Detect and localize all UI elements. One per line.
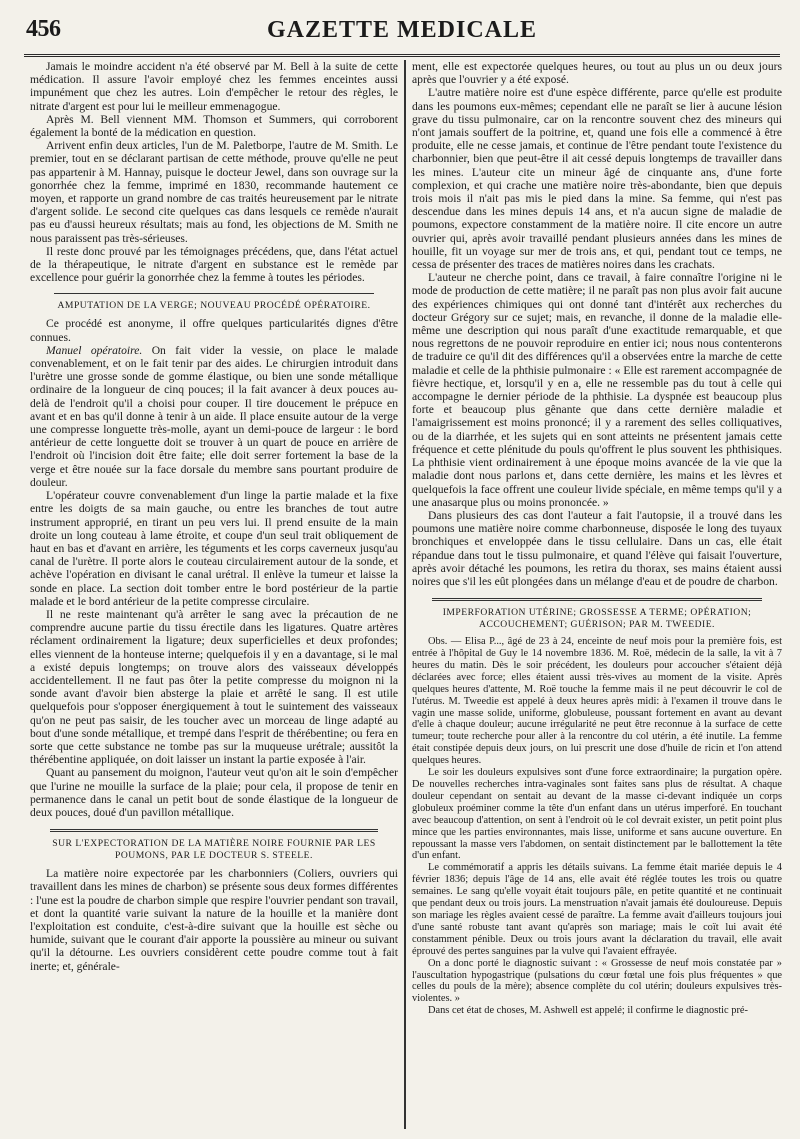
paragraph: On a donc porté le diagnostic suivant : « Grossesse de neuf mois constatée par » l'auscultation hypogastrique (pulsations du cœur fœtal une fois plus fréquentes » que celles du pouls de la mère); absence complète du col utérin; douleurs expulsives très-violentes. » [412, 957, 782, 1005]
observation-block [412, 636, 782, 1017]
section-heading-amputation: AMPUTATION DE LA VERGE; NOUVEAU PROCÉDÉ OPÉRATOIRE. [57, 300, 371, 312]
section-heading-expectoration: SUR L'EXPECTORATION DE LA MATIÈRE NOIRE FOURNIE PAR LES POUMONS, PAR LE DOCTEUR S. STEELE. [52, 838, 376, 862]
section-rule [432, 598, 762, 601]
left-column [30, 60, 398, 1132]
paragraph: ment, elle est expectorée quelques heures, ou tout au plus un ou deux jours après que l'ouvrier y a été exposé. [412, 60, 782, 87]
subheading-manuel-operatoire: Manuel opératoire. [46, 343, 143, 357]
paragraph: Obs. — Elisa P..., âgé de 23 à 24, enceinte de neuf mois pour la première fois, est entrée à l'hôpital de Guy le 14 novembre 1836. M. Roë, médecin de la salle, la vit à 7 heures du matin. Dès le soir précédent, les douleurs pour accoucher s'étaient déjà déclarées avec force; elles étaient aussi très-vives au moment de la visite. Après quelques heures d'attente, M. Roë touche la femme mais il ne peut découvrir le col de l'utérus. M. Tweedie est appelé à deux heures après midi: à l'examen il trouve dans le vagin une masse solide, uniforme, globuleuse, poussant fortement en avant au devant d'elle à chaque douleur; aucune irrégularité ne peut être reconnue à la surface de cette tumeur; toute recherche pour aller à la rencontre du col utérin, a été inutile. La femme était constipée depuis deux jours, on lui prescrit une dose d'huile de ricin et l'on attend quelques heures. [412, 636, 782, 767]
paragraph: Jamais le moindre accident n'a été observé par M. Bell à la suite de cette médication. Il assure l'avoir employé chez les femmes enceintes aussi impunément que chez les autres. Loin d'empêcher le retour des règles, le nitrate d'argent est pour lui le meilleur emmenagogue. [30, 60, 398, 113]
column-divider [404, 60, 406, 1129]
observation-label: Obs. — [428, 636, 462, 648]
paragraph: Le commémoratif a appris les détails suivans. La femme était mariée depuis le 4 février 1836; depuis l'âge de 14 ans, elle avait été réglée toutes les trois ou quatre semaines. Le sang qu'elle voyait était toujours pâle, en petite quantité et ne continuait que pendant deux ou trois jours. La menstruation n'avait jamais été douloureuse. Depuis son mariage les règles avaient cessé de paraître. La femme avait d'ailleurs toujours joui d'une santé robuste tant avant qu'après son mariage; mais le coït lui avait été constamment pénible. Deux ou trois jours avant la déclaration du travail, elle avait éprouvé des pertes sanguines par la vulve qui l'avaient effrayée. [412, 862, 782, 957]
paragraph: Ce procédé est anonyme, il offre quelques particularités dignes d'être connues. [30, 317, 398, 344]
paragraph: Arrivent enfin deux articles, l'un de M. Paletborpe, l'autre de M. Smith. Le premier, tout en se déclarant partisan de cette méthode, prouve qu'elle ne peut pas appartenir à M. Hannay, puisque le docteur Jewel, dans son ouvrage sur la gonorrhée chez la femme, imprimé en 1830, recommande hautement ce moyen, et rapporte un grand nombre de cas traités heureusement par le nitrate d'argent solide. Le second cite quelques cas dans lesquels ce remède n'aurait pas eu d'aussi heureux résultats; mais au fond, les objections de M. Smith ne nous paraissent pas très-sérieuses. [30, 139, 398, 245]
header-rule [24, 54, 780, 57]
section-heading-imperforation: IMPERFORATION UTÉRINE; GROSSESSE A TERME; OPÉRATION; ACCOUCHEMENT; GUÉRISON; PAR M. TWEEDIE. [442, 607, 752, 631]
paragraph: La matière noire expectorée par les charbonniers (Coliers, ouvriers qui travaillent dans les mines de charbon) se présente sous deux formes différentes : l'une est la poudre de charbon simple que respire l'ouvrier pendant son travail, et dont la quantité varie suivant la nature de la houille et la manière dont l'exploitation est conduite, c'est-à-dire suivant que la houille est sèche ou humide, suivant que le courant d'air apporte la poussière au mineur ou suivant qu'il la détourne. Les ouvriers considèrent cette poudre comme tout à fait inerte; et, générale- [30, 867, 398, 973]
paragraph: Après M. Bell viennent MM. Thomson et Summers, qui corroborent également la bonté de la médication en question. [30, 112, 398, 140]
section-rule [50, 829, 378, 832]
paragraph: L'autre matière noire est d'une espèce différente, parce qu'elle est produite dans les poumons eux-mêmes; cependant elle ne paraît se lier à aucune lésion grave du tissu pulmonaire, car on la rencontre souvent chez des mineurs qui n'ont jamais souffert de la poitrine, et, quand une fois elle a commencé à être produite, elle ne cesse jamais, et continue de l'être pendant toute l'existence du charbonnier, bien que peut-être il ait cessé depuis longtemps de travailler dans les mines. L'auteur cite un mineur âgé de cinquante ans, d'une forte complexion, et qui crache une matière noire très-abondante, bien que depuis trois mois il n'ait pas mis le pied dans la mine. Sa femme, qui n'est pas descendue dans les mines depuis 14 ans, et n'a aucun signe de maladie de poumons, expectore constamment de la matière noire. Il cite encore un autre ouvrier qui, après avoir travaillé pendant plusieurs années dans les mines de houille, fit un voyage sur mer de trois ans, et qui, pendant tout ce temps, ne cessa de présenter des traces de matières noires dans les crachats. [412, 86, 782, 272]
paragraph: L'opérateur couvre convenablement d'un linge la partie malade et la fixe entre les doigts de sa main gauche, ou entre les branches de tout autre instrument approprié, en tirant un peu vers lui. Il prend ensuite de la main droite un long couteau à lame étroite, et coupe d'un seul trait obliquement de haut en bas et d'avant en arrière, les téguments et les corps caverneux jusqu'au canal de l'urètre. Il porte alors le couteau circulairement autour de la sonde, et achève l'opération en divisant le canal urétral. Il enlève la tumeur et laisse la sonde en place. La section doit tomber entre le bord postérieur de la partie malade et le bord antérieur de la petite compresse circulaire. [30, 489, 398, 608]
paragraph: Il reste donc prouvé par les témoignages précédens, que, dans l'état actuel de la thérapeutique, le nitrate d'argent en substance est le remède par excellence pour guérir la gonorrhée chez la femme à toutes les périodes. [30, 244, 398, 285]
paragraph: L'auteur ne cherche point, dans ce travail, à faire connaître l'origine ni le mode de production de cette matière; il ne paraît pas non plus avoir fait aucune des expériences chimiques qui ont donné tant d'intérêt aux recherches du docteur Grégory sur ce sujet; mais, en revanche, il donne de la maladie elle-même une description qui nous paraît d'une exactitude remarquable, et que nous regrettons de ne pouvoir reproduire en entier ici; nous nous contenterons de traduire ce qu'il dit des différences qu'il a observées entre la marche de cette maladie et celle de la phthisie pulmonaire : « Elle est rarement accompagnée de fièvre hectique, et, lorsqu'il y en a, elle ne ressemble pas du tout à celle qui accompagne le dernier période de la phthisie. La dyspnée est beaucoup plus forte et beaucoup plus gênante que dans cette dernière maladie et l'amaigrissement est moins prononcé; il y a rarement des selles colliquatives, ou de la diarrhée, et les sujets qui en sont atteints ne présentent jamais cette fréquence et cette plénitude du pouls qu'offrent le plus souvent les phthisiques. La phthisie vient ordinairement à une époque moins avancée de la vie que la maladie dont nous parlons et, dans cette dernière, les mains et les lèvres et quelquefois la face offrent une couleur livide spéciale, en même temps qu'il y a une anasarque plus ou moins prononcée. » [412, 271, 782, 509]
paragraph: Il ne reste maintenant qu'à arrêter le sang avec la précaution de ne comprendre aucune partie du tissu érectile dans les ligatures. Quatre artères réclament ordinairement la ligature; deux superficielles et deux profondes; elles viennent de la honteuse interne; quelquefois il y en a davantage, si le mal a existé depuis longtemps; on trouve alors des vaisseaux développés accidentellement. Il ne faut pas ôter la petite compresse du moignon ni la sonde avant d'avoir bien absterge la plaie et arrêté le sang. Il est utile quelquefois pour s'opposer énergiquement à tout le suintement des vaisseaux qu'on ne peut pas saisir, de les toucher avec un morceau de linge adapté au bout d'une sonde métallique, et trempé dans l'esprit de thérébentine; ou fera en sorte que cette substance ne tombe pas sur la muqueuse urétrale; aussitôt la thérébentine appliquée, on doit laisser un instant la partie exposée à l'air. [30, 607, 398, 767]
page-number: 456 [26, 16, 61, 42]
paragraph: Dans cet état de choses, M. Ashwell est appelé; il confirme le diagnostic pré- [428, 1005, 748, 1017]
publication-title: GAZETTE MEDICALE [266, 17, 538, 43]
right-column [412, 60, 782, 1132]
section-rule [54, 293, 374, 294]
paragraph: Manuel opératoire. On fait vider la vessie, on place le malade convenablement, et on le fait tenir par des aides. Le chirurgien introduit dans l'urètre une grosse sonde de gomme élastique, ou bien une sonde métallique ordinaire de la longueur de cinq pouces; il la fait avancer à deux pouces au-delà de l'endroit qu'il a choisi pour couper. Il tire doucement le prépuce en avant et en bas qu'il donne à tenir à un aide. Il place ensuite autour de la verge une compresse longuette très-molle, ayant un demi-pouce de largeur : le bord antérieur de cette longuette doit se trouver à un quart de pouce en arrière de l'endroit où l'incision doit être faite; elle doit serrer fortement la base de la verge et être nouée sur la face dorsale du membre sans pourtant produire de douleur. [30, 343, 398, 489]
paragraph: Quant au pansement du moignon, l'auteur veut qu'on ait le soin d'empêcher que l'urine ne mouille la surface de la plaie; pour cela, il propose de tenir en permanence dans le canal un petit bout de sonde élastique de la longueur de deux pouces, doué d'un pavillon métallique. [30, 766, 398, 819]
paragraph: Dans plusieurs des cas dont l'auteur a fait l'autopsie, il a trouvé dans les poumons une matière noire comme charbonneuse, disposée le long des tuyaux bronchiques et enveloppée dans le tissu cellulaire. Dans un cas, elle était répandue dans tout le tissu pulmonaire, et quand l'élève qui faisait l'ouverture, après avoir détaché les poumons, les retira du thorax, ses mains étaient aussi noires que s'il les eût plongées dans un mélange d'eau et de poudre de charbon. [412, 508, 782, 588]
paragraph: Le soir les douleurs expulsives sont d'une force extraordinaire; la purgation opère. De nouvelles recherches intra-vaginales sont faites sans plus de résultat. A chaque douleur cependant on sentait au devant de la masse ci-devant indiquée un corps globuleux proéminer comme la tête d'un enfant dans un utérus imperforé. En touchant avec beaucoup d'attention, on sent à l'endroit où le col devrait exister, un petit point plus mince que les parties environnantes, mais lisse, uniforme et sans aucune ouverture. En repoussant la masse vers l'abdomen, on sentait distinctement par le ballottement la tête d'un enfant. [412, 767, 782, 862]
page-header [26, 16, 778, 46]
